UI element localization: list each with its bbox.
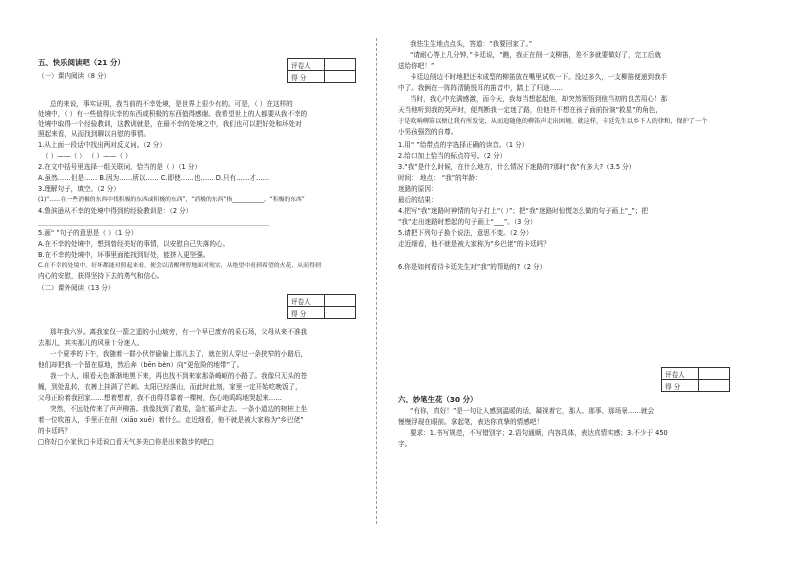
part1-title: （一）课内阅读（8 分）	[38, 72, 111, 80]
score-value[interactable]	[325, 71, 356, 83]
p2-line-9: 的卡廷吗？	[38, 427, 71, 435]
r-q4-line-0: 4.把写“我”迷路时神情的句子打上“（ ）”；把“我”迷路时惊慌怎么做的句子画上“_”；把	[398, 207, 649, 215]
r-q6: 6.你是如何看待卡廷先生对“我”的帮助的?（2 分）	[398, 263, 547, 271]
score-value[interactable]	[699, 380, 730, 392]
req-line-0: 要求：1.书写规范，不写错别字；2.语句通顺，内容具体，表达真情实感；3.不少于 450	[410, 429, 668, 437]
p2-line-1: 去那儿，其实那儿的风景十分迷人。	[38, 339, 144, 347]
p3-line-7: 于是吹响柳笛以便让我有所发觉，从而追随他的柳笛声走出困境。就这样，卡廷先生以乡下人的律和，保护了一个	[398, 118, 708, 125]
score-box-1	[287, 58, 356, 83]
p2-line-5: 蝇，到处乱转，衣裤上挂满了芒刺。太阳已经落山，而此时此刻，家里一定开始吃晚饭了，	[38, 383, 302, 391]
score-box-2	[287, 294, 356, 319]
r-q3: 3.“我”是什么时候，在什么地方，什么情况下迷路的?那时“我”有多大?（3.5 分）	[398, 163, 636, 171]
q3-text: (1)“……在一些消极的东西中找积极的东西或积极的东西”，“消极的东西”指___________，“积极的东西”	[38, 197, 305, 203]
reviewer-value[interactable]	[325, 295, 356, 307]
p3-line-4: 中了。我俩在一阵阵清脆悦耳的笛音中，踏上了归途……	[398, 84, 563, 92]
score-label: 得 分	[662, 380, 699, 392]
p2-line-0: 那年我六岁。离我家仅一箭之遥的小山坡旁，有一个早已废弃的采石场，父母从来不准我	[50, 328, 308, 336]
section6-title: 六、妙笔生花（30 分）	[398, 395, 478, 404]
p1-line-1: 处境中，（ ）有一些值得庆幸的东西或积极的东西值得感谢。我希望世上的人都要从我不幸的	[38, 110, 308, 118]
p1-line-2: 处境中取得一个经验教训，这教训就是，在最不幸的处境之中，我们也可以把好处和坏处对	[38, 120, 302, 128]
p3-line-5: 当时，我心中充满感激，而今天，我每当想起起他，却突然领悟到他当初的良苦用心！那	[410, 95, 668, 103]
part2-title: （二）课外阅读（13 分）	[38, 284, 115, 292]
q1: 1.从上面一段话中找出两对反义词。（2 分）	[38, 141, 166, 149]
last-line: □你好□小家伙□卡廷说□看天气多美□你是出来散步的吧□	[38, 438, 214, 446]
score-value[interactable]	[325, 307, 356, 319]
q5-option-c-line-1: 内心的安慰，获得坚持下去的勇气和信心。	[38, 272, 164, 280]
reviewer-value[interactable]	[325, 59, 356, 71]
score-label: 得 分	[288, 307, 325, 319]
p3-line-8: 小男孩强烈的自尊。	[398, 128, 458, 136]
p4-line-0: “有你，真好！”是一句让人感到温暖的话，凝视着它，那人、那事、那场景……就会	[410, 407, 655, 415]
q5-option-a: A.在不幸的处境中，想到曾经美好的事情，以安慰自己失落的心。	[38, 240, 230, 248]
q1-blanks[interactable]: （ ）——（ ） （ ）——（ ）	[42, 152, 132, 160]
p3-line-6: 天当他听到我的哭声时，便判断我一定迷了路，但他并不想在孩子面前扮演“救星”的角色，	[398, 106, 662, 114]
column-divider	[376, 38, 377, 524]
q2: 2.在文中括号里选择一组关联词，恰当的是（ ）（1 分）	[38, 163, 202, 171]
q5-option-b: B.在不幸的处境中，坏事里面能找到好处，能挤入更坚强。	[38, 251, 210, 259]
p2-line-4: 我一个人，眼看天色渐渐地黑下来，再也找不到来家那条崎岖的小路了。我像只无头的苍	[50, 372, 308, 380]
q5-option-c-line-0: C.在不幸的处境中，好坏都能对照起来看，便会以清醒理智地面对现实，从绝望中看到希望的火花，从而得到	[38, 263, 321, 269]
q4-answer-line[interactable]: ______________________________________________________________________	[38, 218, 269, 226]
r-q3-row-1[interactable]: 最后的结果：	[398, 196, 438, 204]
p1-line-0: 总的来说，事实证明，我当前的不幸处境，是世界上很少有的。可是，（ ）在这样的	[50, 100, 293, 108]
section5-title: 五、快乐阅读吧（21 分）	[38, 58, 125, 67]
r-q5-text: 走近细看，他不就是被大家称为“乡巴佬”的卡廷吗？	[398, 240, 550, 248]
p3-line-1: “请耐心等上几分钟，”卡廷说，“瞧，我正在削一支柳笛，差不多就要做好了，完工后就	[410, 51, 661, 59]
reviewer-label: 评卷人	[288, 59, 325, 71]
score-label: 得 分	[288, 71, 325, 83]
r-q3-fields[interactable]: 时间： 地点： “我”的年龄：	[398, 174, 482, 182]
p2-line-8: 着一位吹笛人，手里正在削（xiāo xuē）着什么。走近细看，他不就是被大家称为“乡巴佬”	[38, 416, 304, 424]
r-q3-row-0[interactable]: 迷路的原因：	[398, 185, 438, 193]
r-q4-line-1: “我”走出迷路时想起的句子画上“___”。（3 分）	[398, 218, 537, 226]
q5: 5.画“ ”句子的意思是（ ）（1 分）	[38, 229, 138, 237]
p3-line-3: 卡廷边削边不时地把还未成型的柳笛放在嘴里试吹一下。没过多久，一支柳笛便递到我手	[410, 73, 668, 81]
p3-line-0: 我怯生生地点点头，答道：“我要回家了。”	[410, 40, 533, 48]
q3: 3.理解句子，填空。（2 分）	[38, 185, 120, 193]
reviewer-label: 评卷人	[288, 295, 325, 307]
score-box-3	[661, 367, 730, 392]
p2-line-6: 父母正盼着我回家……想着想着，我不由得背靠着一棵树，伤心地呜呜地哭起来……	[38, 394, 282, 402]
q2-options: A.虽然……但是…… B.因为……所以…… C.即使……也…… D.只有……才……	[38, 174, 270, 182]
r-q1: 1.用“ ”给带点的字选择正确的读音。（1 分）	[398, 141, 529, 149]
req-line-1: 字。	[398, 440, 412, 448]
p3-line-2: 送给你吧！”	[398, 62, 435, 70]
reviewer-label: 评卷人	[662, 368, 699, 380]
q4: 4.鲁滨逊从不幸的处境中得到的经验教训是：（2 分）	[38, 207, 193, 215]
p1-line-3: 照起来看，从而找到聊以自慰的事情。	[38, 130, 151, 138]
r-q5: 5.请把下列句子换个说法，意思不变。（2 分）	[398, 229, 533, 237]
p4-line-1: 慢慢浮现在眼前。拿起笔，表达你真挚的情感吧！	[398, 418, 544, 426]
r-q2: 2.给口加上恰当的标点符号。（2 分）	[398, 152, 507, 160]
p2-line-7: 突然，不远处传来了声声柳笛。我像找到了救星，急忙循声走去。一条小道边的树桩上坐	[50, 405, 308, 413]
reviewer-value[interactable]	[699, 368, 730, 380]
p2-line-2: 一个夏季的下午，我随着一群小伙伴偷偷上那儿去了，就在别人穿过一条狭窄的小路后，	[50, 350, 308, 358]
p2-line-3: 他们却把我一个留在原地，然后奔（bēn bèn）向“更危险的地带”了。	[38, 361, 244, 369]
